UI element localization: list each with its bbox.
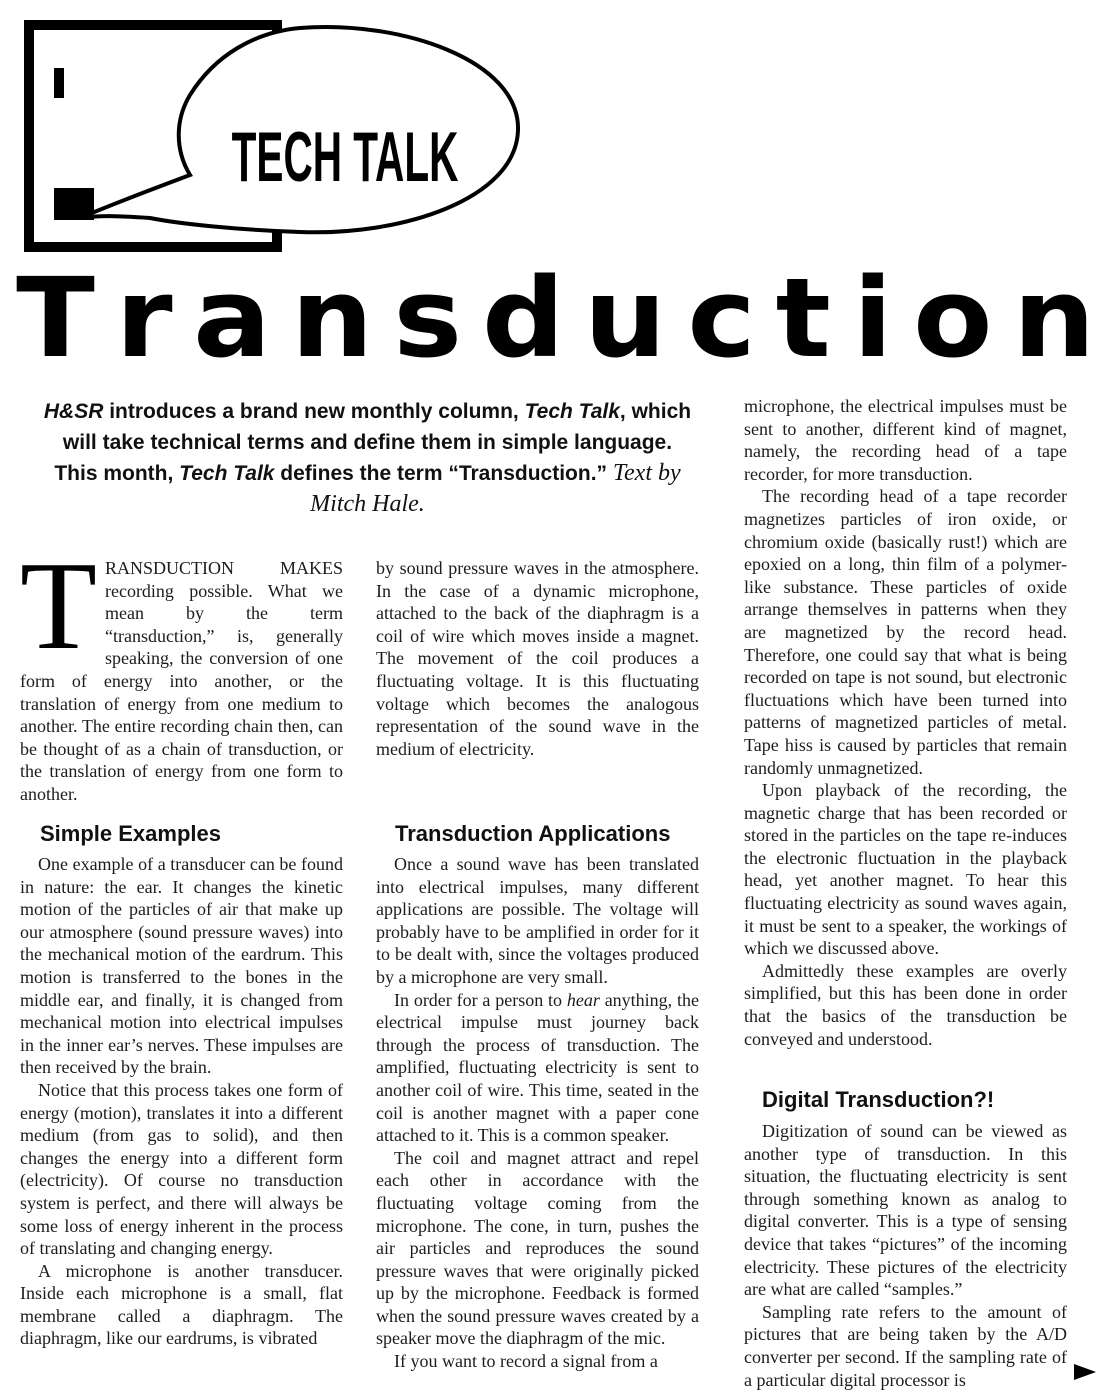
paragraph: Notice that this process takes one form of energy (motion), translates it into a different medium (from gas to solid), and then changes the energy into a different form (electricity). Of course no transduction system is perfect, and there will always be some loss of energy inherent in the process of translating and changing energy. xyxy=(20,1079,343,1259)
heading-simple-examples: Simple Examples xyxy=(40,821,221,846)
emphasis-hear: hear xyxy=(566,989,600,1010)
heading-digital-transduction: Digital Transduction?! xyxy=(762,1087,995,1112)
title-letter: c xyxy=(686,254,756,382)
intro-paragraph-text: recording possible. What we mean by the term “transduction,” is, generally speaking, the conversion of one form of energy into another, or the translation of energy from one medium to another. The entire recording chain then, can be thought of as a chain of transduction, or the translation of energy from one form to another. xyxy=(20,580,343,804)
drop-cap: T xyxy=(20,537,97,676)
title-letter: a xyxy=(192,254,271,382)
title-letter: d xyxy=(482,254,565,382)
title-letter: o xyxy=(913,254,993,382)
deck-column-name-2: Tech Talk xyxy=(179,462,275,485)
paragraph xyxy=(376,989,699,1147)
column-2-body xyxy=(376,853,699,1373)
paragraph: One example of a transducer can be found in nature: the ear. It changes the kinetic motion of the particles of air that make up our atmosphere (sound pressure waves) into the mechanical motion of the eardrum. This motion is transferred to the bones in the middle ear, and finally, it is changed from mechanical motion into electrical impulses in the inner ear’s nerves. These impulses are then received by the brain. xyxy=(20,854,343,1078)
paragraph: The coil and magnet attract and repel each other in accordance with the fluctuating voltage coming from the microphone. The cone, in turn, pushes the air particles and reproduces the sound pressure waves that were originally picked up by the microphone. Feedback is formed when the sound pressure waves created by a speaker move the diaphragm of the mic. xyxy=(376,1147,699,1349)
title-letter: n xyxy=(1012,254,1095,382)
column-1-top xyxy=(20,537,343,806)
deck-text-2: , which will take technical terms and define them in simple language. This month, xyxy=(54,400,692,485)
paragraph: Digitization of sound can be viewed as another type of transduction. In this situation, the fluctuating electricity is sent through something known as analog to digital converter. This is a type of sensing device that takes “pictures” of the incoming electricity. These pictures of the electricity are what are called “samples.” xyxy=(744,1121,1067,1300)
paragraph-text: anything, the electrical impulse must journey back through the process of transduction. The amplified, fluctuating electricity is sent to another coil of wire. This time, seated in the coil is another magnet with a paper cone attached to it. This is a common speaker. xyxy=(376,989,699,1146)
paragraph-text: In order for a person to xyxy=(394,989,567,1010)
byline: Text by Mitch Hale. xyxy=(310,460,681,517)
column-1-body xyxy=(20,853,343,1350)
title-letter: T xyxy=(16,254,95,382)
title-letter: u xyxy=(584,254,667,382)
title-letter: t xyxy=(776,254,832,382)
title-letter: r xyxy=(115,254,173,382)
deck-text-3: defines the term “Transduction.” xyxy=(274,462,608,485)
intro-paragraph xyxy=(20,537,343,806)
deck-column-name: Tech Talk xyxy=(524,400,620,423)
title-letter: i xyxy=(852,254,893,382)
title-letter: s xyxy=(393,254,462,382)
paragraph: A microphone is another transducer. Inside each microphone is a small, flat membrane called a diaphragm. The diaphragm, like our eardrums, is vibrated xyxy=(20,1260,343,1349)
tech-talk-logo xyxy=(0,0,540,262)
column-3-body xyxy=(744,1120,1067,1391)
article-deck xyxy=(40,396,695,520)
column-3-top xyxy=(744,395,1067,1050)
title-letter: n xyxy=(290,254,374,382)
paragraph: Sampling rate refers to the amount of pictures that are being taken by the A/D converter per second. If the sampling rate of a particular digital processor is xyxy=(744,1301,1067,1390)
paragraph: Once a sound wave has been translated into electrical impulses, many different applications are possible. The voltage will probably have to be amplified in order for it to be dealt with, since the voltages produced by a microphone are very small. xyxy=(376,854,699,987)
column-2-top xyxy=(376,557,699,760)
heading-transduction-applications: Transduction Applications xyxy=(395,821,671,846)
article-title xyxy=(16,254,1095,382)
deck-publication: H&SR xyxy=(43,400,104,423)
paragraph: Admittedly these examples are overly simplified, but this has been done in order that the basics of the transduction be conveyed and understood. xyxy=(744,960,1067,1049)
paragraph: Upon playback of the recording, the magnetic charge that has been recorded or stored in the particles on the tape re-induces the electronic fluctuation in the playback head, yet another magnet. To hear this fluctuating electricity as sound waves again, it must be sent to a speaker, the workings of which we discussed above. xyxy=(744,780,1067,959)
continued-arrow-icon xyxy=(1074,1364,1096,1380)
lead-in-caps: RANSDUCTION MAKES xyxy=(104,558,343,578)
paragraph: The recording head of a tape recorder magnetizes particles of iron oxide, or chromium oxide (basically rust!) which are epoxied on a long, thin film of a polymer-like substance. These particles of oxide arrange themselves in patterns when they are magnetized by the record head. Therefore, one could say that what is being recorded on tape is not sound, but electronic fluctuations which have been turned into patterns of magnetized particles of metal. Tape hiss is caused by particles that remain randomly unmagnetized. xyxy=(744,486,1067,778)
logo-badge-text: TECH TALK xyxy=(231,118,459,197)
paragraph: microphone, the electrical impulses must be sent to another, different kind of magnet, namely, the recording head of a tape recorder, for more transduction. xyxy=(744,396,1067,484)
deck-text-1: introduces a brand new monthly column, xyxy=(103,400,525,423)
paragraph: If you want to record a signal from a xyxy=(394,1351,658,1372)
paragraph: by sound pressure waves in the atmosphere. In the case of a dynamic microphone, attached to the back of the diaphragm is a coil of wire which moves inside a magnet. The movement of the coil produces a fluctuating voltage. It is this fluctuating voltage which becomes the analogous representation of the sound wave in the medium of electricity. xyxy=(376,558,699,759)
